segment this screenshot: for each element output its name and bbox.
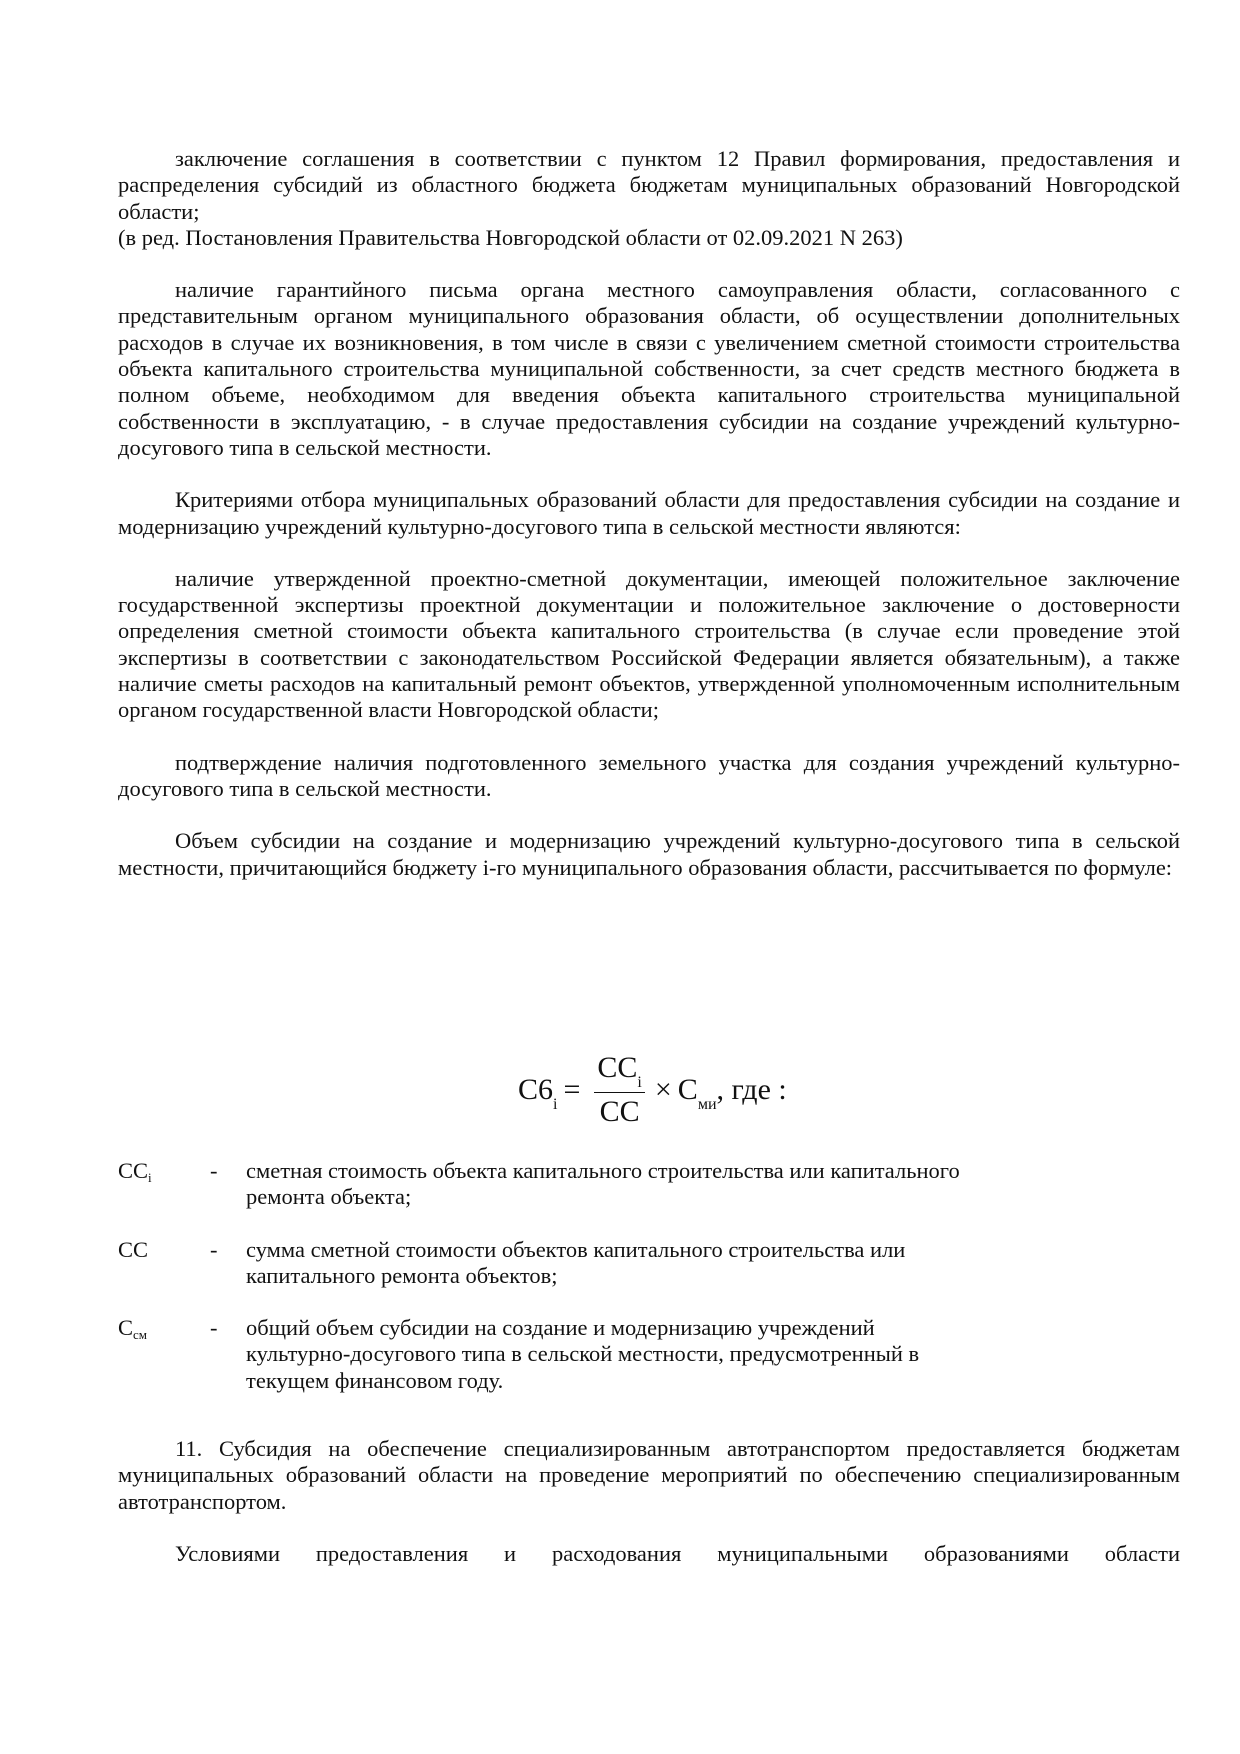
definition-dash: - [210, 1158, 218, 1183]
paragraph-land-plot: подтверждение наличия подготовленного земельного участка для создания учреждений культурно-досугового типа в сельской местности. [118, 749, 1180, 801]
document-body-top [118, 146, 1180, 907]
formula-lhs-subscript: i [553, 1096, 558, 1113]
definition-term: Cсм [118, 1315, 148, 1343]
formula-factor-subscript: ми [697, 1096, 717, 1113]
paragraph-conditions-start: Условиями предоставления и расходования муниципальными образованиями области [175, 1540, 1180, 1566]
formula-numerator-subscript: i [637, 1074, 642, 1091]
formula-equals: = [563, 1073, 581, 1106]
formula-times: × [654, 1073, 672, 1106]
paragraph-agreement-conclusion: заключение соглашения в соответствии с пунктом 12 Правил формирования, предоставления и распределения субсидий из областного бюджета бюджетам муниципальных образований Новгородской области; [118, 146, 1180, 224]
formula-fraction [594, 1051, 644, 1129]
document-body-bottom [118, 1436, 1180, 1593]
definition-term: CC [118, 1236, 149, 1262]
definition-dash: - [210, 1315, 218, 1341]
definition-item [118, 1315, 1078, 1394]
formula-suffix: , где : [716, 1073, 787, 1106]
definition-term: CCi [118, 1158, 152, 1185]
paragraph-special-vehicles-subsidy: 11. Субсидия на обеспечение специализированным автотранспортом предоставляется бюджетам муниципальных образований области на проведение мероприятий по обеспечению специализированным автотранспортом. [118, 1436, 1180, 1514]
definition-dash: - [210, 1236, 218, 1262]
formula-lhs: $C6_i$ [518, 1073, 558, 1113]
paragraph-amendment-note: (в ред. Постановления Правительства Новгородской области от 02.09.2021 N 263) [118, 224, 903, 250]
definition-description: сметная стоимость объекта капитального строительства или капитального ремонта объекта; [246, 1158, 960, 1210]
definition-item [118, 1158, 1078, 1211]
formula-numerator: $CC_i$ [594, 1051, 644, 1093]
formula-definitions [118, 1158, 1078, 1420]
formula-factor: $C_{ми}$ [677, 1073, 717, 1113]
definition-description: общий объем субсидии на создание и модернизацию учреждений культурно-досугового типа в сельской местности, предусмотренный в текущем финансовом году. [246, 1315, 920, 1393]
subsidy-formula [518, 1050, 787, 1130]
formula-denominator: CC [599, 1095, 640, 1128]
definition-description: сумма сметной стоимости объектов капитального строительства или капитального ремонта объектов; [246, 1236, 906, 1288]
paragraph-guarantee-letter: наличие гарантийного письма органа местного самоуправления области, согласованного с представительным органом муниципального образования области, об осуществлении дополнительных расходов в случае их возникновения, в том числе в связи с увеличением сметной стоимости строительства объекта капитального строительства муниципальной собственности, за счет средств местного бюджета в полном объеме, необходимом для введения объекта капитального строительства муниципальной собственности в эксплуатацию, - в случае предоставления субсидии на создание учреждений культурно-досугового типа в сельской местности. [118, 277, 1180, 460]
paragraph-subsidy-volume: Объем субсидии на создание и модернизацию учреждений культурно-досугового типа в сельской местности, причитающийся бюджету i-го муниципального образования области, рассчитывается по формуле: [118, 828, 1180, 880]
paragraph-approved-documentation: наличие утвержденной проектно-сметной документации, имеющей положительное заключение государственной экспертизы проектной документации и положительное заключение о достоверности определения сметной стоимости объекта капитального строительства (в случае если проведение этой экспертизы в соответствии с законодательством Российской Федерации является обязательным), а также наличие сметы расходов на капитальный ремонт объектов, утвержденной уполномоченным исполнительным органом государственной власти Новгородской области; [118, 565, 1180, 723]
definition-item [118, 1237, 1078, 1290]
paragraph-selection-criteria: Критериями отбора муниципальных образований области для предоставления субсидии на создание и модернизацию учреждений культурно-досугового типа в сельской местности являются: [118, 487, 1180, 539]
